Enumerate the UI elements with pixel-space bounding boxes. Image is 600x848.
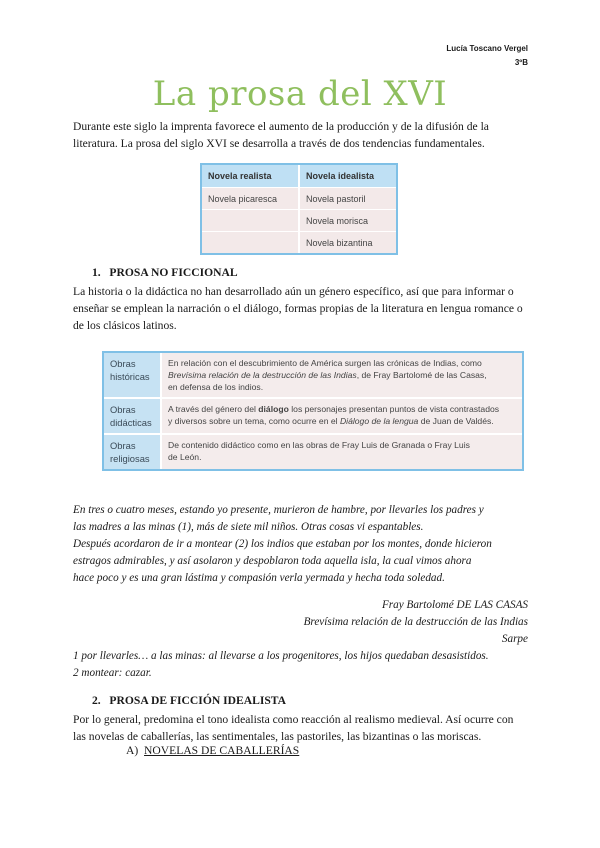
- section1-title: PROSA NO FICCIONAL: [109, 266, 238, 279]
- label-historicas: Obras históricas: [104, 353, 161, 398]
- cell-empty: [202, 232, 299, 254]
- header-idealista: Novela idealista: [299, 165, 396, 188]
- quote-citation: [128, 597, 528, 648]
- subsection-a: [126, 744, 299, 757]
- label-religiosas: Obras religiosas: [104, 434, 161, 469]
- cell-pastoril: Novela pastoril: [299, 188, 396, 210]
- footnotes: [73, 648, 543, 682]
- author-name: Lucía Toscano Vergel: [446, 44, 528, 53]
- subsection-letter: A): [126, 744, 139, 757]
- footnote-1: 1 por llevarles… a las minas: al llevarse a los progenitores, los hijos quedaban desasistidos.: [73, 650, 489, 662]
- section1-text: La historia o la didáctica no han desarrollado aún un género específico, así que para informar o enseñar se emplean la narración o el diálogo, formas propias de la literatura en lengua romance o de los clásicos latinos.: [73, 285, 523, 332]
- header-realista: Novela realista: [202, 165, 299, 188]
- subsection-title: NOVELAS DE CABALLERÍAS: [144, 744, 300, 757]
- quote-block: En tres o cuatro meses, estando yo presente, murieron de hambre, por llevarles los padres y las madres a las minas (1), más de siete mil niños. Otras cosas vi espantables. Después acordaron de ir a montear (2) los indios que estaban por los montes, donde hicieron estragos admirables, y así asolaron y despoblaron toda aquella isla, la cual vimos ahora hace poco y es una gran lástima y compasión verla yermada y hecha toda soledad.: [73, 504, 492, 584]
- section1-number: 1.: [92, 266, 101, 279]
- section1-heading: [92, 266, 238, 279]
- citation-work: Brevísima relación de la destrucción de las Indias: [303, 616, 528, 628]
- cell-picaresca: Novela picaresca: [202, 188, 299, 210]
- label-didacticas: Obras didácticas: [104, 398, 161, 434]
- section2-title: PROSA DE FICCIÓN IDEALISTA: [109, 694, 287, 707]
- novel-types-table: [200, 163, 398, 255]
- section2-heading: [92, 694, 286, 707]
- text-didacticas: A través del género del diálogo los personajes presentan puntos de vista contrastados y diversos sobre un tema, como ocurre en el Diálogo de la lengua de Juan de Valdés.: [161, 398, 522, 434]
- cell-empty: [202, 210, 299, 232]
- citation-author: Fray Bartolomé DE LAS CASAS: [381, 599, 528, 611]
- course-label: 3ºB: [514, 58, 528, 67]
- section2-number: 2.: [92, 694, 101, 707]
- intro-paragraph: Durante este siglo la imprenta favorece el aumento de la producción y de la difusión de la literatura. La prosa del siglo XVI se desarrolla a través de dos tendencias fundamentales.: [73, 120, 489, 150]
- author-header: [446, 42, 528, 70]
- text-historicas: En relación con el descubrimiento de América surgen las crónicas de Indias, como Brevísima relación de la destrucción de las Indias, de Fray Bartolomé de las Casas, en defensa de los indios.: [168, 358, 487, 392]
- cell-morisca: Novela morisca: [299, 210, 396, 232]
- page-title: La prosa del XVI: [152, 74, 448, 114]
- works-table: [102, 351, 524, 471]
- section2-text: Por lo general, predomina el tono idealista como reacción al realismo medieval. Así ocurre con las novelas de caballerías, las sentimentales, las pastoriles, las bizantinas o las moriscas.: [73, 713, 514, 743]
- cell-bizantina: Novela bizantina: [299, 232, 396, 254]
- footnote-2: 2 montear: cazar.: [73, 667, 152, 679]
- citation-publisher: Sarpe: [501, 633, 528, 645]
- text-religiosas: De contenido didáctico como en las obras de Fray Luis de Granada o Fray Luis de León.: [161, 434, 522, 469]
